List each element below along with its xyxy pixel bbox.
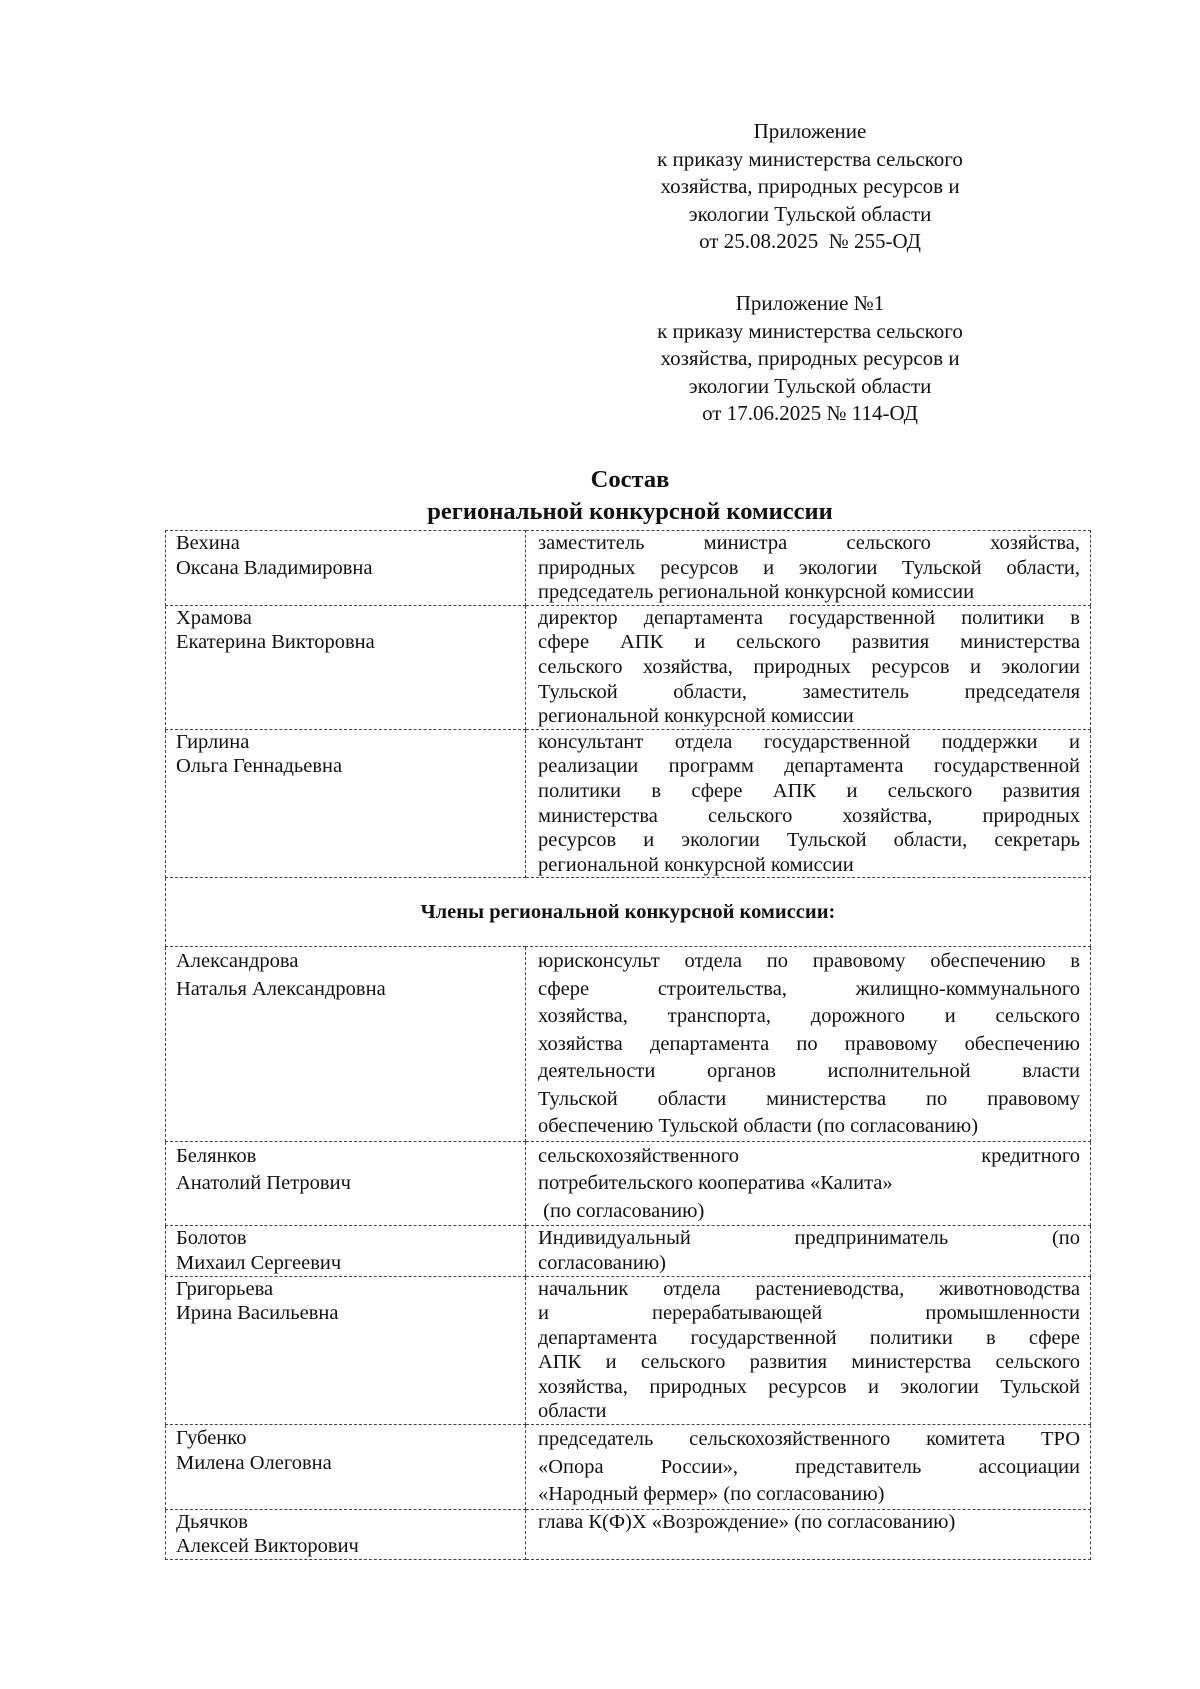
commission-table [165,530,1091,1560]
position-line: «Народный фермер» (по согласованию) [538,1483,885,1506]
members-heading: Члены региональной конкурсной комиссии: [166,878,1091,947]
member-name [166,729,526,878]
table-row [166,1425,1091,1510]
appendix-current-header [600,118,1020,256]
position-line: юрисконсульт отдела по правовому обеспечению в [538,950,1080,973]
position-line: хозяйства департамента по правовому обеспечению [538,1032,1080,1055]
table-row [166,1226,1091,1276]
position-line: реализации программ департамента государственной [538,755,1080,778]
member-surname: Белянков [176,1144,257,1167]
position-line: хозяйства, транспорта, дорожного и сельского [538,1005,1080,1028]
member-surname: Григорьева [176,1277,274,1300]
member-given-name: Милена Олеговна [176,1451,332,1474]
member-given-name: Михаил Сергеевич [176,1251,342,1274]
position-line: департамента государственной политики в сфере [538,1326,1080,1349]
member-position [526,1141,1091,1226]
appendix-line: экологии Тульской области [688,373,932,398]
position-line: региональной конкурсной комиссии [538,853,854,876]
appendix-line: Приложение №1 [735,291,885,315]
member-position [526,1276,1091,1425]
position-line: глава К(Ф)Х «Возрождение» (по согласованию) [538,1510,956,1533]
member-name [166,947,526,1142]
member-name [166,1276,526,1425]
member-position [526,1509,1091,1559]
member-given-name: Екатерина Викторовна [176,631,375,654]
member-given-name: Оксана Владимировна [176,556,373,579]
member-name [166,1425,526,1510]
table-row [166,729,1091,878]
position-line: политики в сфере АПК и сельского развития [538,779,1080,802]
table-row [166,605,1091,729]
position-line: сельскохозяйственного кредитного [538,1144,1080,1167]
member-surname: Храмова [176,606,252,629]
appendix-line: хозяйства, природных ресурсов и [660,174,960,198]
position-line: деятельности органов исполнительной власти [538,1060,1080,1083]
appendix-line: Приложение [753,119,867,143]
member-position [526,729,1091,878]
position-line: начальник отдела растениеводства, животноводства [538,1277,1080,1300]
member-given-name: Ольга Геннадьевна [176,755,343,778]
appendix-original-header [600,290,1020,428]
member-name [166,531,526,606]
member-surname: Гирлина [176,730,250,753]
position-line: ресурсов и экологии Тульской области, секретарь [538,829,1080,852]
appendix-line: к приказу министерства сельского [657,146,963,171]
table-row [166,947,1091,1142]
table-row [166,878,1091,947]
member-surname: Александрова [176,950,299,973]
appendix-date-number: от 17.06.2025 № 114-ОД [702,401,918,425]
member-position [526,531,1091,606]
position-line: (по согласованию) [538,1199,705,1222]
member-given-name: Анатолий Петрович [176,1172,351,1195]
position-line: согласованию) [538,1251,666,1274]
position-line: «Опора России», представитель ассоциации [538,1455,1080,1478]
member-position [526,1226,1091,1276]
position-line: обеспечению Тульской области (по согласованию) [538,1115,979,1138]
position-line: хозяйства, природных ресурсов и экологии Тульской [538,1375,1080,1398]
member-name [166,605,526,729]
position-line: АПК и сельского развития министерства сельского [538,1351,1080,1374]
position-line: председатель сельскохозяйственного комитета ТРО [538,1428,1080,1451]
member-name [166,1509,526,1559]
member-given-name: Наталья Александровна [176,977,386,1000]
position-line: председатель региональной конкурсной комиссии [538,581,975,604]
title-line-1: Состав [590,466,670,493]
member-name [166,1141,526,1226]
member-given-name: Алексей Викторович [176,1535,359,1558]
member-name [166,1226,526,1276]
position-line: сельского хозяйства, природных ресурсов и экологии [538,655,1080,678]
member-surname: Вехина [176,532,240,554]
position-line: Индивидуальный предприниматель (по [538,1227,1080,1250]
appendix-line: хозяйства, природных ресурсов и [660,346,960,370]
position-line: сфере строительства, жилищно-коммунального [538,977,1080,1000]
member-position [526,947,1091,1142]
appendix-line: экологии Тульской области [688,201,932,226]
member-surname: Губенко [176,1427,247,1450]
member-given-name: Ирина Васильевна [176,1302,339,1325]
position-line: Тульской области министерства по правовому [538,1087,1080,1110]
member-surname: Дьячков [176,1510,248,1533]
position-line: и перерабатывающей промышленности [538,1302,1080,1325]
member-position [526,605,1091,729]
position-line: Тульской области, заместитель председателя [538,680,1080,703]
position-line: заместитель министра сельского хозяйства, [538,532,1080,554]
title-line-2: региональной конкурсной комиссии [427,498,833,525]
document-title [330,464,930,528]
table-row [166,1141,1091,1226]
position-line: области [538,1400,607,1423]
position-line: природных ресурсов и экологии Тульской области, [538,556,1080,579]
table-row [166,1276,1091,1425]
position-line: региональной конкурсной комиссии [538,705,854,728]
member-surname: Болотов [176,1227,247,1250]
table-row [166,1509,1091,1559]
appendix-date-number: от 25.08.2025 № 255-ОД [699,229,921,253]
position-line: консультант отдела государственной поддержки и [538,730,1080,753]
appendix-line: к приказу министерства сельского [657,318,963,343]
position-line: министерства сельского хозяйства, природных [538,804,1080,827]
position-line: сфере АПК и сельского развития министерства [538,631,1080,654]
member-position [526,1425,1091,1510]
position-line: потребительского кооператива «Калита» [538,1172,893,1195]
position-line: директор департамента государственной политики в [538,606,1080,629]
table-row [166,531,1091,606]
